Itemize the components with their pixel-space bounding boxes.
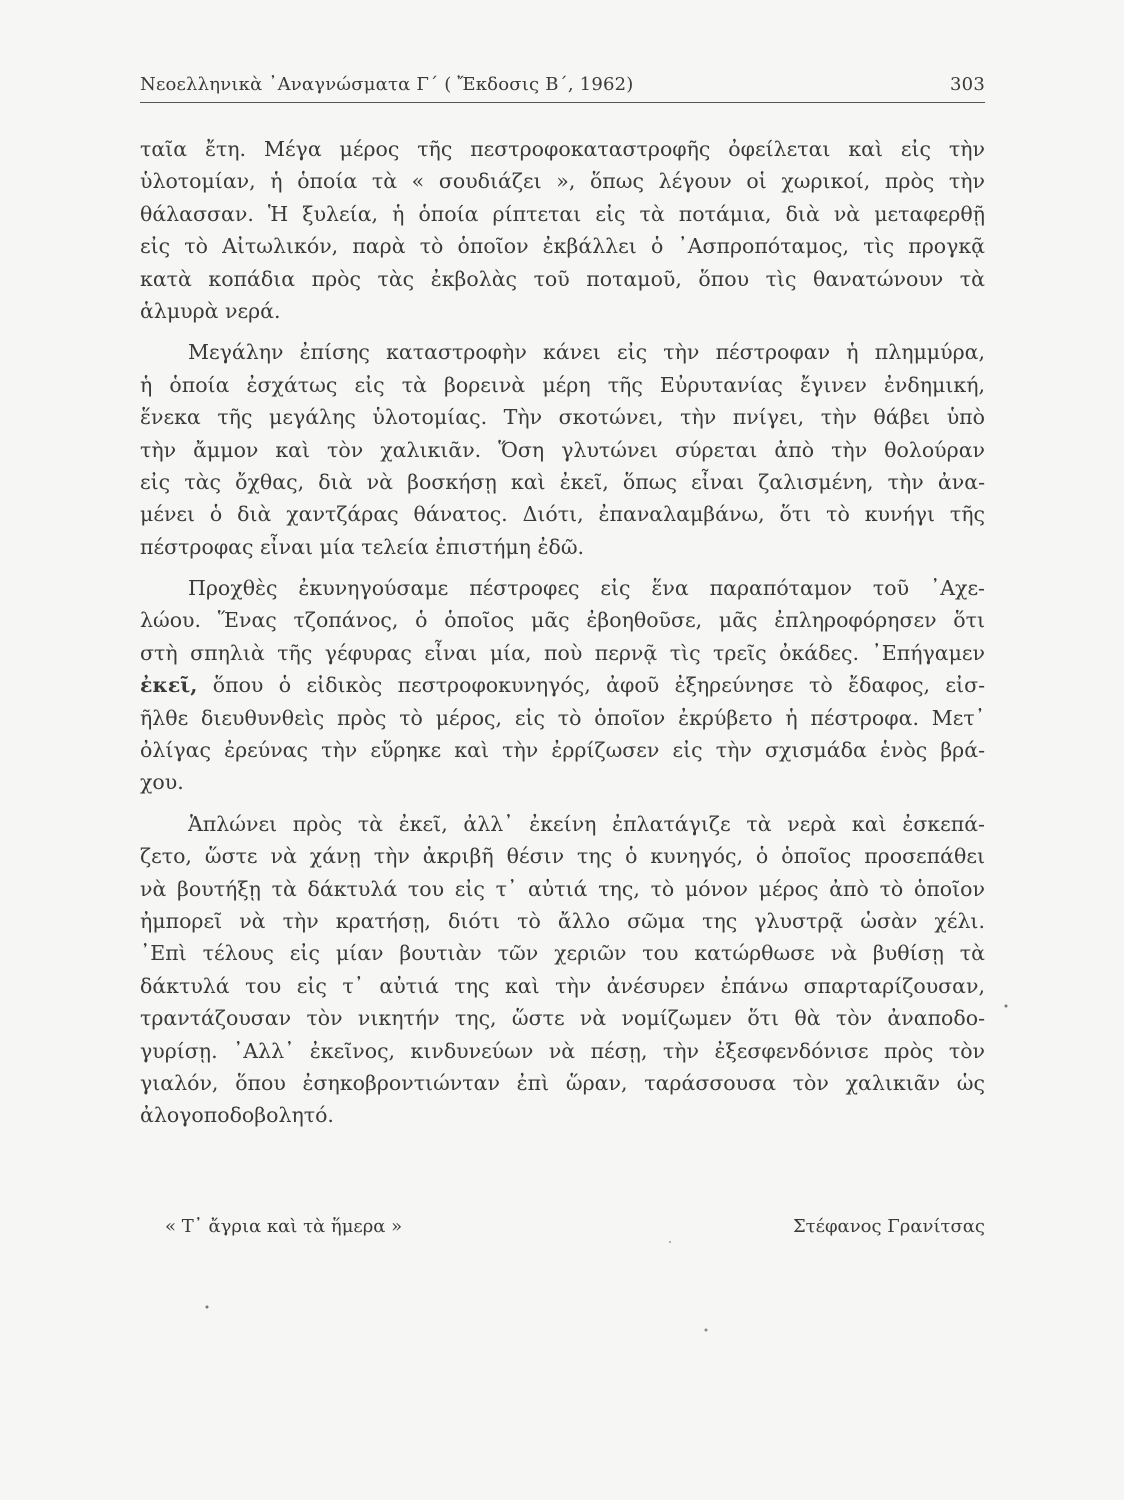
text-line: χου.	[140, 770, 184, 795]
text-line: τραντάζουσαν τὸν νικητήν της, ὥστε νὰ νομίζωμεν ὅτι θὰ τὸν ἀναποδο-	[140, 1006, 985, 1031]
page-number: 303	[950, 74, 985, 95]
paragraph-1	[140, 133, 985, 327]
speck	[1005, 1005, 1008, 1008]
attribution	[165, 1216, 985, 1246]
text-line: ἕνεκα τῆς μεγάλης ὑλοτομίας. Τὴν σκοτώνει, τὴν πνίγει, τὴν θάβει ὑπὸ	[140, 405, 985, 430]
text-line: Ἁπλώνει πρὸς τὰ ἐκεῖ, ἀλλ᾿ ἐκείνη ἐπλατάγιζε τὰ νερὰ καὶ ἐσκεπά-	[188, 811, 985, 836]
text-line: δάκτυλά του εἰς τ᾿ αὐτιά της καὶ τὴν ἀνέσυρεν ἐπάνω σπαρταρίζουσαν,	[140, 973, 985, 998]
text-line: εἰς τὰς ὄχθας, διὰ νὰ βοσκήσῃ καὶ ἐκεῖ, ὅπως εἶναι ζαλισμένη, τὴν ἀνα-	[140, 469, 985, 494]
text-line: ἠμπορεῖ νὰ τὴν κρατήσῃ, διότι τὸ ἄλλο σῶμα της γλυστρᾷ ὡσὰν χέλι.	[140, 908, 985, 933]
author-name: Στέφανος Γρανίτσας	[792, 1216, 985, 1237]
text-line: γιαλόν, ὅπου ἐσηκοβροντιώνταν ἐπὶ ὥραν, ταράσσουσα τὸν χαλικιᾶν ὡς	[140, 1070, 985, 1095]
text-line: Μεγάλην ἐπίσης καταστροφὴν κάνει εἰς τὴν πέστροφαν ἡ πλημμύρα,	[188, 340, 985, 365]
text-line: γυρίσῃ. ᾿Αλλ᾿ ἐκεῖνος, κινδυνεύων νὰ πέσῃ, τὴν ἐξεσφενδόνισε πρὸς τὸν	[140, 1038, 985, 1063]
text-line: λώου. Ἕνας τζοπάνος, ὁ ὁποῖος μᾶς ἐβοηθοῦσε, μᾶς ἐπληροφόρησεν ὅτι	[140, 608, 985, 633]
text-line: ἡ ὁποία ἐσχάτως εἰς τὰ βορεινὰ μέρη τῆς Εὐρυτανίας ἔγινεν ἐνδημική,	[140, 372, 985, 397]
text-line: θάλασσαν. Ἡ ξυλεία, ἡ ὁποία ρίπτεται εἰς τὰ ποτάμια, διὰ νὰ μεταφερθῇ	[140, 201, 985, 226]
text-line: Προχθὲς ἐκυνηγούσαμε πέστροφες εἰς ἕνα παραπόταμον τοῦ ᾿Αχε-	[188, 576, 985, 601]
text-line: στὴ σπηλιὰ τῆς γέφυρας εἶναι μία, ποὺ περνᾷ τὶς τρεῖς ὀκάδες. ᾿Επήγαμεν	[140, 640, 985, 665]
text-line: μένει ὁ διὰ χαντζάρας θάνατος. Διότι, ἐπαναλαμβάνω, ὅτι τὸ κυνήγι τῆς	[140, 502, 985, 527]
text-line: νὰ βουτήξῃ τὰ δάκτυλά του εἰς τ᾿ αὐτιά της, τὸ μόνον μέρος ἀπὸ τὸ ὁποῖον	[140, 876, 985, 901]
text-line: ᾿Επὶ τέλους εἰς μίαν βουτιὰν τῶν χεριῶν του κατώρθωσε νὰ βυθίσῃ τὰ	[140, 941, 985, 966]
bold-word: ἐκεῖ,	[140, 673, 198, 698]
body-text	[140, 133, 985, 1132]
page-header	[140, 70, 985, 103]
text-line: ῆλθε διευθυνθεὶς πρὸς τὸ μέρος, εἰς τὸ ὁποῖον ἐκρύβετο ἡ πέστροφα. Μετ᾿	[140, 705, 985, 730]
paragraph-4	[140, 808, 985, 1132]
text-line: εἰς τὸ Αἰτωλικόν, παρὰ τὸ ὁποῖον ἐκβάλλει ὁ ᾿Ασπροπόταμος, τὶς προγκᾷ	[140, 234, 985, 259]
text-line: ἁλμυρὰ νερά.	[140, 298, 281, 323]
text-line: κατὰ κοπάδια πρὸς τὰς ἐκβολὰς τοῦ ποταμοῦ, ὅπου τὶς θανατώνουν τὰ	[140, 266, 985, 291]
text-line: τὴν ἄμμον καὶ τὸν χαλικιᾶν. Ὅση γλυτώνει σύρεται ἀπὸ τὴν θολούραν	[140, 437, 985, 462]
paragraph-2	[140, 336, 985, 563]
text-line: ὑλοτομίαν, ἡ ὁποία τὰ « σουδιάζει », ὅπως λέγουν οἱ χωρικοί, πρὸς τὴν	[140, 169, 985, 194]
text-line: ταῖα ἔτη. Μέγα μέρος τῆς πεστροφοκαταστροφῆς ὀφείλεται καὶ εἰς τὴν	[140, 137, 985, 161]
text-line: ἀλογοποδοβολητό.	[140, 1103, 334, 1128]
running-title: Νεοελληνικὰ ᾿Αναγνώσματα Γ΄ ( Ἔκδοσις Β΄, 1962)	[140, 74, 634, 95]
paragraph-3	[140, 572, 985, 799]
source-title: « Τ᾿ ἄγρια καὶ τὰ ἥμερα »	[165, 1216, 403, 1237]
text-line: πέστροφας εἶναι μία τελεία ἐπιστήμη ἐδῶ.	[140, 534, 585, 559]
text-line: ζετο, ὥστε νὰ χάνῃ τὴν ἀκριβῆ θέσιν της ὁ κυνηγός, ὁ ὁποῖος προσεπάθει	[140, 844, 985, 869]
text-line-with-bold: ἐκεῖ, ὅπου ὁ εἰδικὸς πεστροφοκυνηγός, ἀφοῦ ἐξηρεύνησε τὸ ἔδαφος, εἰσ-	[140, 673, 985, 698]
speck	[206, 1306, 209, 1309]
speck	[705, 1329, 708, 1332]
text-line: ὀλίγας ἐρεύνας τὴν εὕρηκε καὶ τὴν ἐρρίζωσεν εἰς τὴν σχισμάδα ἑνὸς βρά-	[140, 738, 985, 763]
